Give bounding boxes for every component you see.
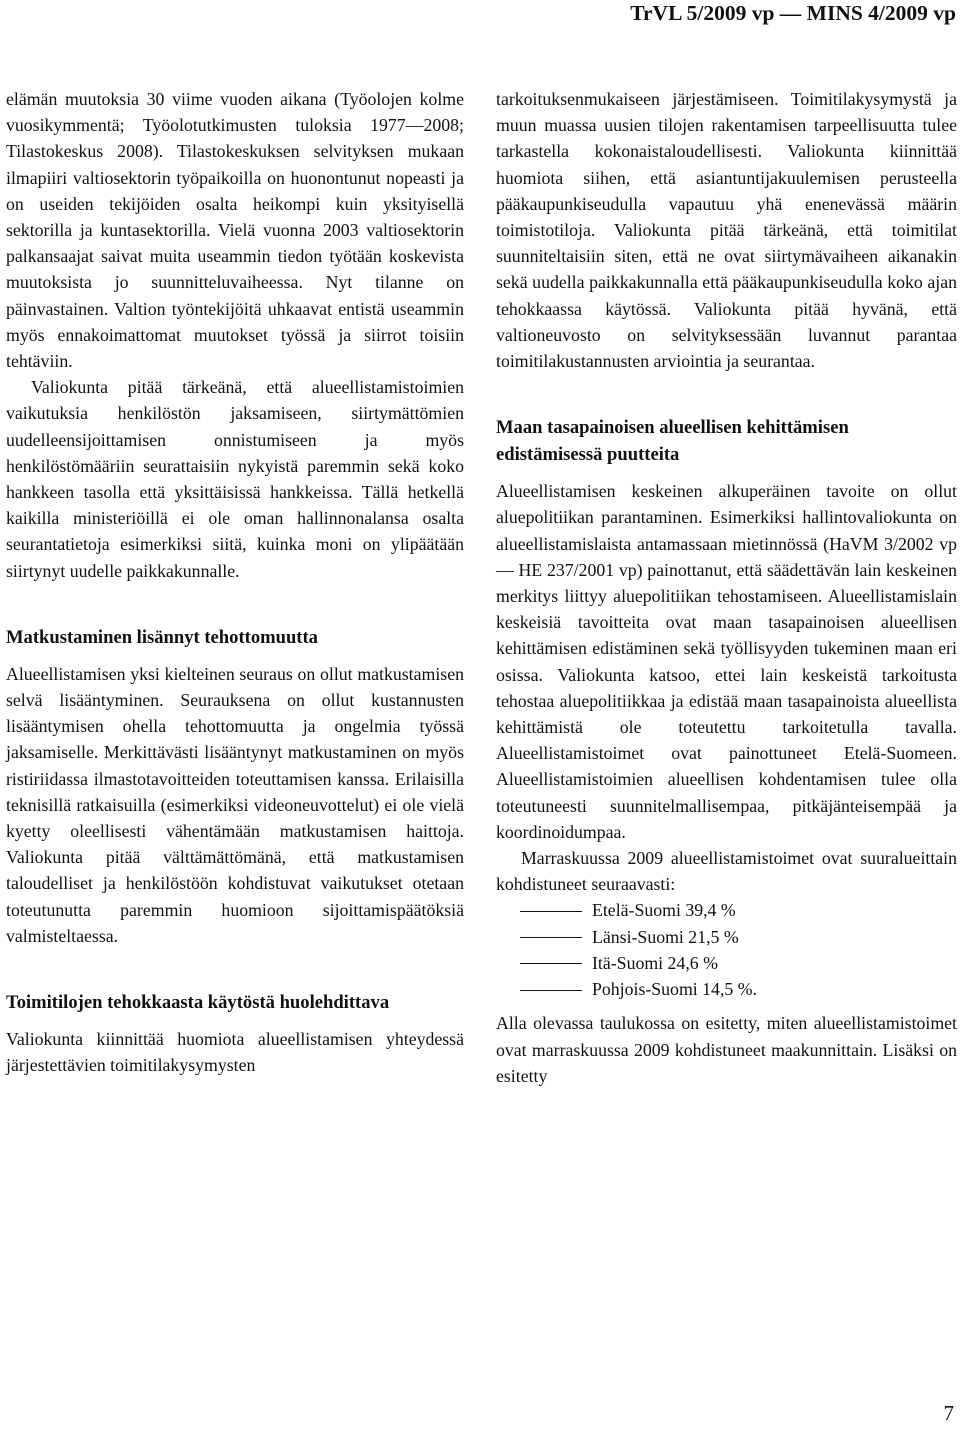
dash-mark <box>520 937 582 938</box>
list-item <box>520 976 957 1002</box>
right-column <box>496 86 957 1089</box>
paragraph: Marraskuussa 2009 alueellistamistoimet ovat suuralueittain kohdistuneet seuraavasti: <box>496 848 957 895</box>
dash-mark <box>520 963 582 964</box>
list-item-text: Länsi-Suomi 21,5 % <box>592 926 739 947</box>
paragraph: tarkoituksenmukaiseen järjestämiseen. Toimitilakysymystä ja muun muassa uusien tilojen rakentamisen tarpeellisuutta tulee tarkastella kokonaistaloudellisesti. Valiokunta kiinnittää huomiota siihen, että asiantuntijakuulemisen perusteella pääkaupunkiseudulla vapautuu yhä enenevässä määrin toimistotiloja. Valiokunta pitää tärkeänä, että toimitilat suunniteltaisiin siten, että ne ovat siirtymävaiheen aikanakin sekä uudella paikkakunnalla että pääkaupunkiseudulla koko ajan tehokkaassa käytössä. Valiokunta pitää hyvänä, että valtioneuvosto on selvityksessään luvannut parantaa toimitilakustannusten arviointia ja seurantaa. <box>496 89 957 372</box>
page-header: TrVL 5/2009 vp — MINS 4/2009 vp <box>630 1 956 25</box>
region-list <box>496 897 957 1002</box>
list-item-text: Etelä-Suomi 39,4 % <box>592 900 736 921</box>
paragraph: Valiokunta pitää tärkeänä, että alueellistamistoimien vaikutuksia henkilöstön jaksamiseen, siirtymättömien uudelleensijoittamisen onnistumiseen ja myös henkilöstömääriin seurattaisiin nykyistä paremmin sekä koko hankkeen tasolla että yksittäisissä hankkeissa. Tällä hetkellä kaikilla ministeriöillä ei ole oman hallinnonalansa osalta seurantatietoja esimerkiksi siitä, kuinka moni on ylipäätään siirtynyt uudelle paikkakunnalle. <box>6 377 464 581</box>
section-heading: Matkustaminen lisännyt tehottomuutta <box>6 626 318 648</box>
section-heading: Maan tasapainoisen alueellisen kehittämisen edistämisessä puutteita <box>496 417 849 466</box>
list-item-text: Pohjois-Suomi 14,5 %. <box>592 979 757 1000</box>
list-item <box>520 950 957 976</box>
section-heading: Toimitilojen tehokkaasta käytöstä huolehdittava <box>6 992 390 1014</box>
page-number: 7 <box>943 1401 954 1425</box>
left-column <box>6 86 464 1079</box>
dash-mark <box>520 911 582 912</box>
paragraph: Alueellistamisen keskeinen alkuperäinen tavoite on ollut aluepolitiikan parantaminen. Esimerkiksi hallintovaliokunta on alueellistamislaista antamassaan mietinnössä (HaVM 3/2002 vp — HE 237/2001 vp) painottanut, että säädettävän lain keskeinen merkitys liittyy aluepolitiikan tehostamiseen. Alueellistamislain keskeisiä tavoitteita ovat maan tasapainoisen alueellisen kehittämisen edistäminen sekä työllisyyden tukeminen maan eri osissa. Valiokunta katsoo, ettei lain keskeistä tarkoitusta tehostaa aluepolitiikkaa ja edistää maan tasapainoista alueellista kehittämistä ole toteutettu tarkoitetulla tavalla. Alueellistamistoimet ovat painottuneet Etelä-Suomeen. Alueellistamistoimien alueellisen kohdentamisen tulee olla toteutuneesti suunnitelmallisempaa, pitkäjänteisempää ja koordinoidumpaa. <box>496 481 957 842</box>
paragraph: elämän muutoksia 30 viime vuoden aikana (Työolojen kolme vuosikymmentä; Työolotutkimusten tuloksia 1977—2008; Tilastokeskus 2008). Tilastokeskuksen selvityksen mukaan ilmapiiri valtiosektorin työpaikoilla on huonontunut nopeasti ja on useiden tekijöiden osalta heikompi kuin yksityisellä sektorilla ja kuntasektorilla. Vielä vuonna 2003 valtiosektorin palkansaajat saivat muita useammin tiedon työtään koskevista muutoksista jo suunnitteluvaiheessa. Nyt tilanne on päinvastainen. Valtion työntekijöitä uhkaavat entistä useammin myös ennakoimattomat muutokset työssä ja siirrot toisiin tehtäviin. <box>6 89 464 372</box>
paragraph: Alla olevassa taulukossa on esitetty, miten alueellistamistoimet ovat marraskuussa 2009 kohdistuneet maakunnittain. Lisäksi on esitetty <box>496 1013 957 1086</box>
paragraph: Alueellistamisen yksi kielteinen seuraus on ollut matkustamisen selvä lisääntyminen. Seurauksena on ollut kustannusten lisääntymisen ohella tehottomuutta ja ongelmia työssä jaksamiselle. Merkittävästi lisääntynyt matkustaminen on myös ristiriidassa ilmastotavoitteiden toteuttamisen kanssa. Erilaisilla teknisillä ratkaisuilla (esimerkiksi videoneuvottelut) ei ole vielä kyetty oleellisesti vähentämään matkustamisen haittoja. Valiokunta pitää välttämättömänä, että matkustamisen taloudelliset ja henkilöstöön kohdistuvat vaikutukset otetaan toteutunutta paremmin huomioon sijoittamispäätöksiä valmisteltaessa. <box>6 663 464 946</box>
list-item <box>520 897 957 923</box>
list-item-text: Itä-Suomi 24,6 % <box>592 952 718 973</box>
list-item <box>520 924 957 950</box>
paragraph: Valiokunta kiinnittää huomiota alueellistamisen yhteydessä järjestettävien toimitilakysymysten <box>6 1029 464 1076</box>
dash-mark <box>520 990 582 991</box>
